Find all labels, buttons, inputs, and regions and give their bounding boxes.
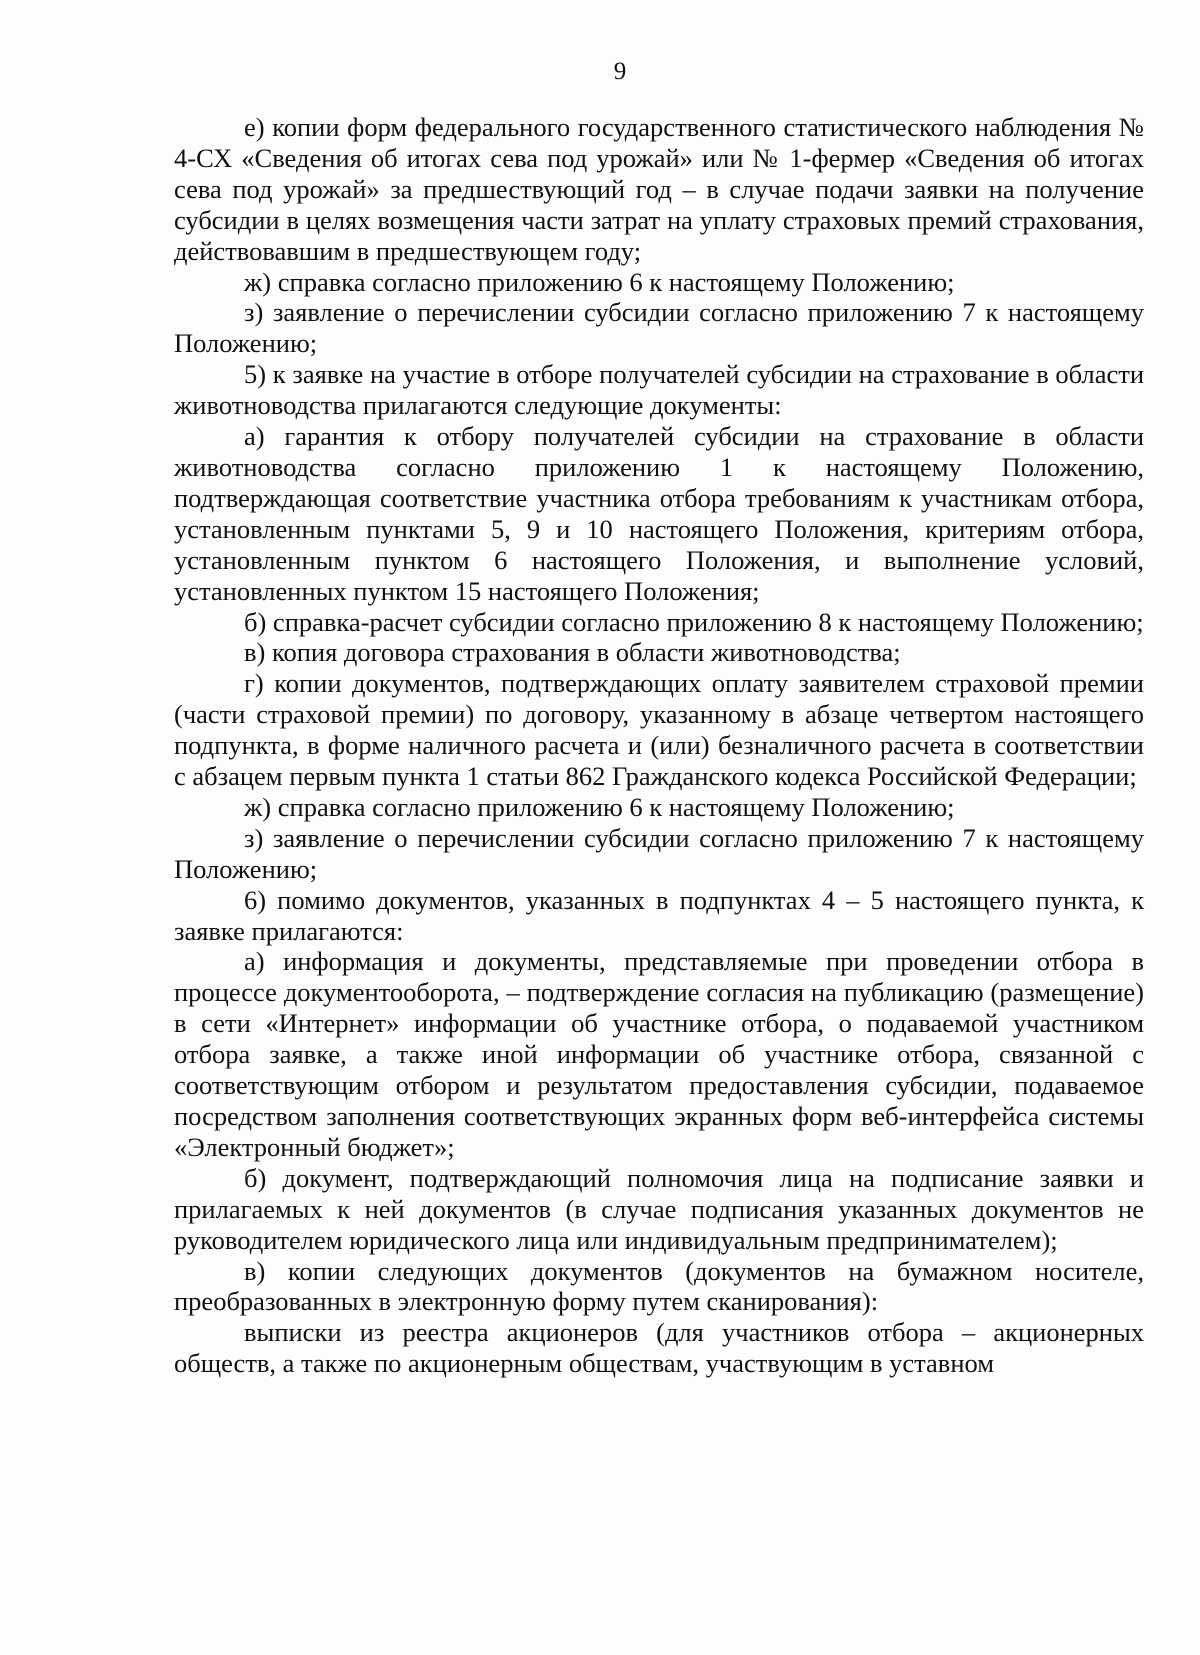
page-number: 9 (613, 58, 627, 85)
paragraph-e-forms: е) копии форм федерального государственного статистического наблюдения № 4-СХ «Сведения об итогах сева под урожай» или № 1-фермер «Сведения об итогах сева под урожай» за предшествующий год – в случае подачи заявки на получение субсидии в целях возмещения части затрат на уплату страховых премий страхования, действовавшим в предшествующем году; (174, 112, 1144, 266)
paragraph-v-copies: в) копии следующих документов (документов на бумажном носителе, преобразованных в электронную форму путем сканирования): (174, 1255, 1144, 1317)
paragraph-z-application: з) заявление о перечислении субсидии согласно приложению 7 к настоящему Положению; (174, 297, 1144, 359)
document-body (174, 112, 1144, 1379)
paragraph-v-contract-copy: в) копия договора страхования в области животноводства; (244, 637, 901, 668)
paragraph-zh-certificate: ж) справка согласно приложению 6 к настоящему Положению; (244, 266, 955, 297)
paragraph-zh-certificate-2: ж) справка согласно приложению 6 к настоящему Положению; (244, 791, 955, 822)
paragraph-g-payment-copies: г) копии документов, подтверждающих оплату заявителем страховой премии (части страховой премии) по договору, указанному в абзаце четвертом настоящего подпункта, в форме наличного расчета и (или) безналичного расчета в соответствии с абзацем первым пункта 1 статьи 862 Гражданского кодекса Российской Федерации; (174, 668, 1144, 792)
paragraph-b-authority: б) документ, подтверждающий полномочия лица на подписание заявки и прилагаемых к ней документов (в случае подписания указанных документов не руководителем юридического лица или индивидуальным предпринимателем); (174, 1162, 1144, 1255)
paragraph-a-guarantee: а) гарантия к отбору получателей субсидии на страхование в области животноводства согласно приложению 1 к настоящему Положению, подтверждающая соответствие участника отбора требованиям к участникам отбора, установленным пунктами 5, 9 и 10 настоящего Положения, критериям отбора, установленным пунктом 6 настоящего Положения, и выполнение условий, установленных пунктом 15 настоящего Положения; (174, 421, 1144, 606)
paragraph-b-calculation: б) справка-расчет субсидии согласно приложению 8 к настоящему Положению; (244, 606, 1144, 637)
paragraph-extracts: выписки из реестра акционеров (для участников отбора – акционерных обществ, а также по акционерным обществам, участвующим в уставном (174, 1317, 1144, 1379)
paragraph-5-livestock: 5) к заявке на участие в отборе получателей субсидии на страхование в области животноводства прилагаются следующие документы: (174, 359, 1144, 421)
paragraph-6-additional: 6) помимо документов, указанных в подпунктах 4 – 5 настоящего пункта, к заявке прилагаются: (174, 884, 1144, 946)
paragraph-z-application-2: з) заявление о перечислении субсидии согласно приложению 7 к настоящему Положению; (174, 822, 1144, 884)
paragraph-a-information: а) информация и документы, представляемые при проведении отбора в процессе документооборота, – подтверждение согласия на публикацию (размещение) в сети «Интернет» информации об участнике отбора, о подаваемой участником отбора заявке, а также иной информации об участнике отбора, связанной с соответствующим отбором и результатом предоставления субсидии, подаваемое посредством заполнения соответствующих экранных форм веб-интерфейса системы «Электронный бюджет»; (174, 946, 1144, 1162)
